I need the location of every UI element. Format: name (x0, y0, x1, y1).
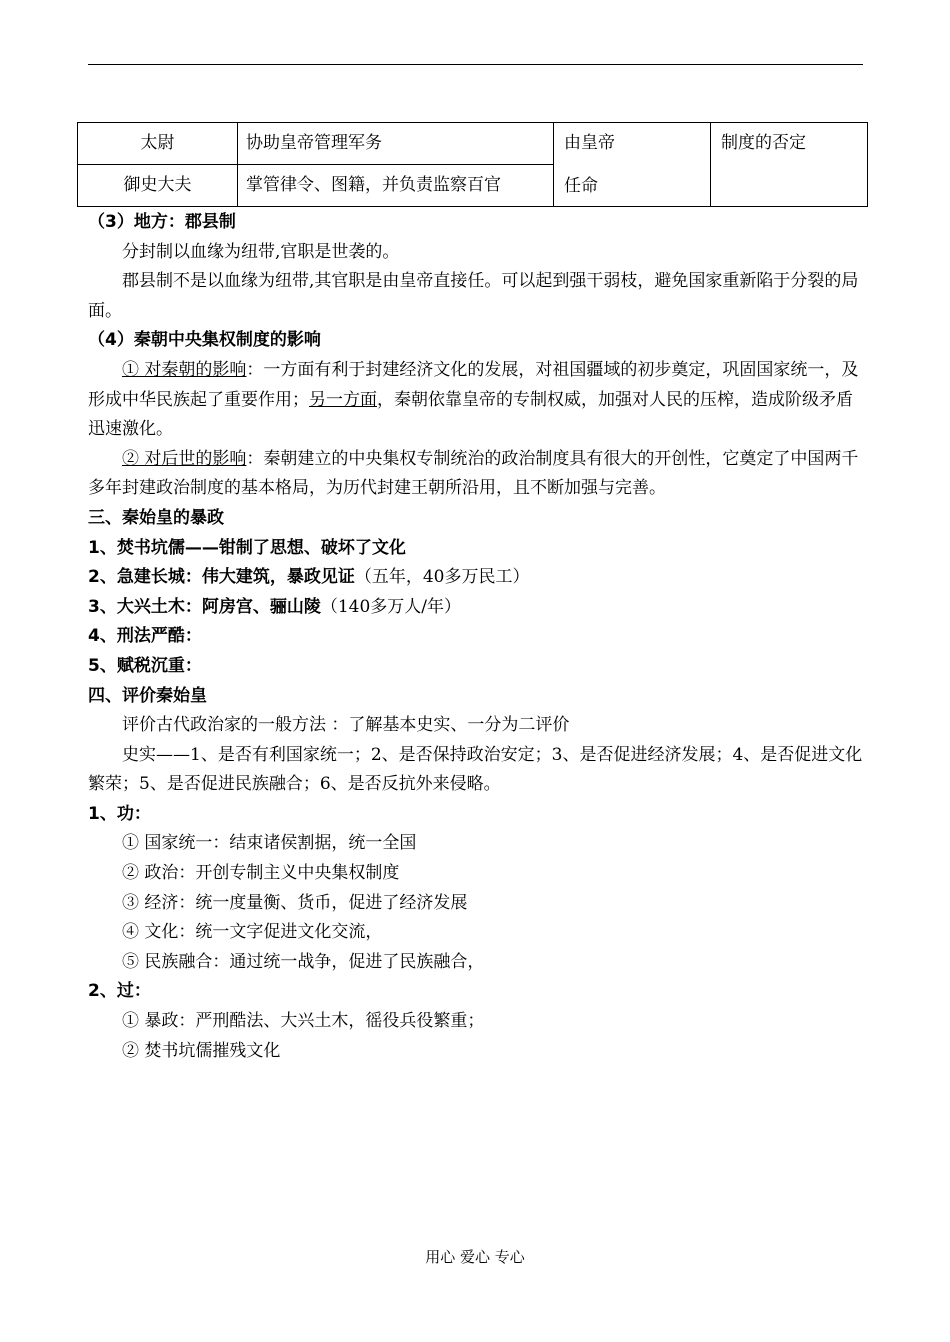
page-footer: 用心 爱心 专心 (425, 1248, 525, 1266)
paragraph: 评价古代政治家的一般方法 ：了解基本史实、一分为二评价 (122, 715, 570, 736)
list-item: ② 焚书坑儒摧残文化 (122, 1040, 281, 1061)
list-item: ① 暴政：严刑酷法、大兴土木，徭役兵役繁重； (122, 1011, 485, 1032)
section-heading: （3）地方：郡县制 (88, 212, 236, 232)
appointment-cell: 由皇帝 任命 (554, 123, 711, 207)
list-item: ② 政治：开创专制主义中央集权制度 (122, 863, 400, 884)
list-item: ① 国家统一：结束诸侯割据，统一全国 (122, 833, 417, 854)
paragraph: 郡县制不是以血缘为纽带,其官职是由皇帝直接任。可以起到强干弱枝，避免国家重新陷于分裂的局面。 (88, 271, 859, 321)
list-item: 2、急建长城：伟大建筑，暴政见证（五年，40多万民工） (88, 567, 530, 588)
underlined-label: ② 对后世的影响 (122, 448, 247, 469)
list-item: 4、刑法严酷： (88, 626, 202, 647)
list-item: 3、大兴土木：阿房宫、骊山陵（140多万人/年） (88, 596, 462, 617)
note-cell: 制度的否定 (711, 123, 868, 207)
underlined-label: ① 对秦朝的影响 (122, 359, 247, 380)
office-cell: 太尉 (78, 123, 238, 165)
header-rule (88, 64, 863, 65)
document-body (88, 208, 866, 1066)
section-heading: 三、秦始皇的暴政 (88, 507, 224, 528)
subsection-heading: 1、功： (88, 803, 151, 824)
table-row (78, 123, 868, 165)
list-item: ⑤ 民族融合：通过统一战争，促进了民族融合， (122, 951, 485, 972)
paragraph: ① 对秦朝的影响：一方面有利于封建经济文化的发展，对祖国疆域的初步奠定，巩固国家统一，及形成中华民族起了重要作用；另一方面，秦朝依靠皇帝的专制权威，加强对人民的压榨，造成阶级矛盾迅速激化。 (88, 359, 859, 440)
underlined-label: 另一方面 (309, 389, 377, 410)
paragraph: 分封制以血缘为纽带,官职是世袭的。 (122, 241, 400, 262)
section-heading: 四、评价秦始皇 (88, 685, 207, 706)
list-item: ③ 经济：统一度量衡、货币，促进了经济发展 (122, 892, 468, 913)
duty-cell: 掌管律令、图籍，并负责监察百官 (238, 165, 554, 207)
paragraph: ② 对后世的影响：秦朝建立的中央集权专制统治的政治制度具有很大的开创性，它奠定了中国两千多年封建政治制度的基本格局，为历代封建王朝所沿用，且不断加强与完善。 (88, 448, 859, 499)
subsection-heading: 2、过： (88, 981, 151, 1002)
section-heading: （4）秦朝中央集权制度的影响 (88, 330, 321, 351)
office-cell: 御史大夫 (78, 165, 238, 207)
duty-cell: 协助皇帝管理军务 (238, 123, 554, 165)
list-item: 5、赋税沉重： (88, 655, 202, 676)
officials-table (77, 122, 868, 207)
paragraph: 史实——1、是否有利国家统一；2、是否保持政治安定；3、是否促进经济发展；4、是否促进文化繁荣；5、是否促进民族融合；6、是否反抗外来侵略。 (88, 744, 863, 795)
list-item: 1、焚书坑儒——钳制了思想、破坏了文化 (88, 537, 406, 558)
list-item: ④ 文化：统一文字促进文化交流， (122, 922, 383, 943)
